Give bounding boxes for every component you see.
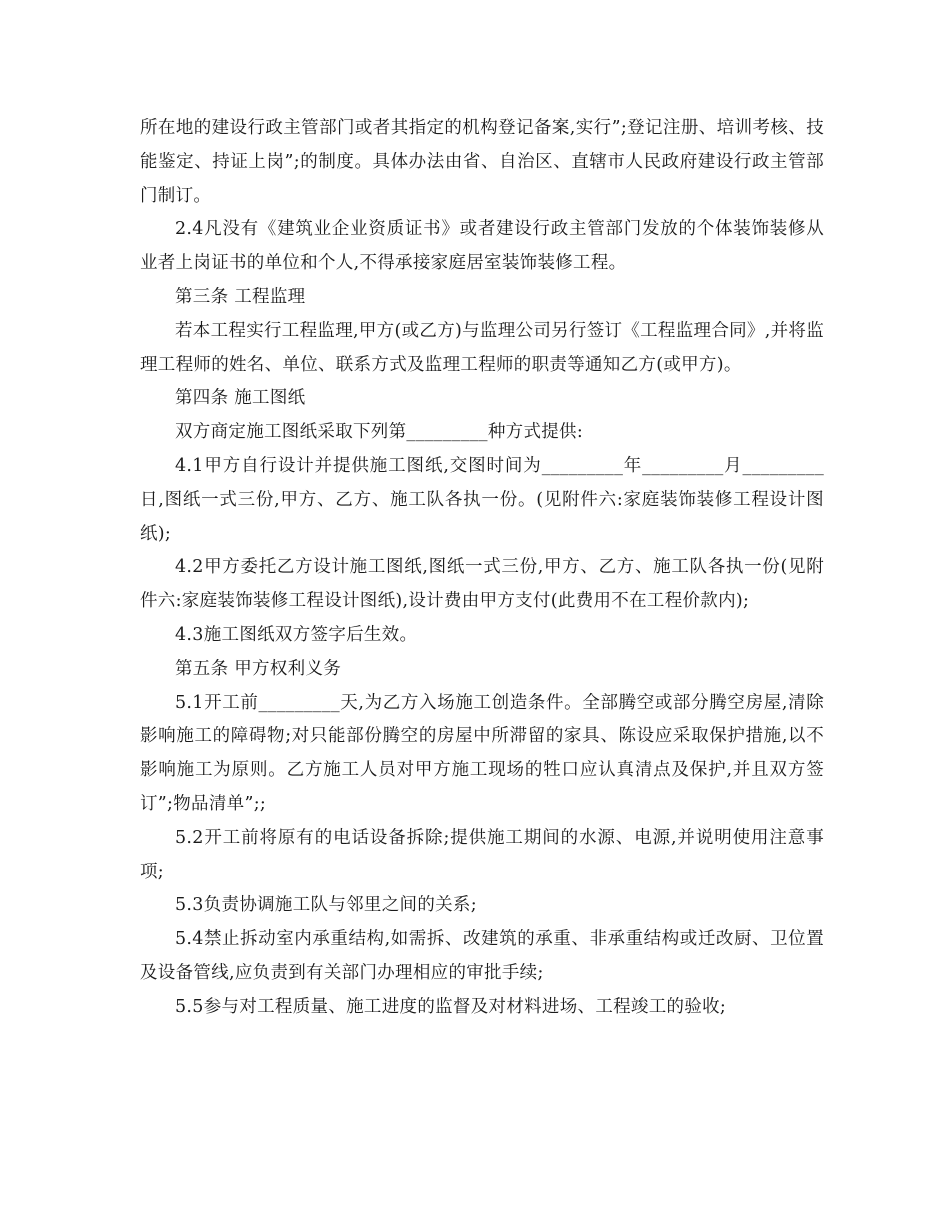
paragraph-5-1: 5.1开工前_________天,为乙方入场施工创造条件。全部腾空或部分腾空房屋,清除影响施工的障碍物;对只能部份腾空的房屋中所滞留的家具、陈设应采取保护措施,以不影响施工为原则。乙方施工人员对甲方施工现场的牲口应认真清点及保护,并且双方签订”;物品清单”;; bbox=[140, 692, 824, 814]
paragraph-4-2: 4.2甲方委托乙方设计施工图纸,图纸一式三份,甲方、乙方、施工队各执一份(见附件六:家庭装饰装修工程设计图纸),设计费由甲方支付(此费用不在工程价款内); bbox=[140, 557, 824, 612]
heading-article-4: 第四条 施工图纸 bbox=[175, 388, 306, 409]
paragraph-5-2: 5.2开工前将原有的电话设备拆除;提供施工期间的水源、电源,并说明使用注意事项; bbox=[140, 827, 824, 882]
paragraph-5-4: 5.4禁止拆动室内承重结构,如需拆、改建筑的承重、非承重结构或迁改厨、卫位置及设备管线,应负责到有关部门办理相应的审批手续; bbox=[140, 929, 824, 983]
paragraph-4-1: 4.1甲方自行设计并提供施工图纸,交图时间为_________年_________月_________日,图纸一式三份,甲方、乙方、施工队各执一份。(见附件六:家庭装饰装修工程设计图纸); bbox=[140, 455, 824, 544]
paragraph-5-5: 5.5参与对工程质量、施工进度的监督及对材料进场、工程竣工的验收; bbox=[175, 996, 727, 1017]
paragraph-drawing-method: 双方商定施工图纸采取下列第_________种方式提供: bbox=[175, 422, 584, 443]
paragraph-supervision: 若本工程实行工程监理,甲方(或乙方)与监理公司另行签订《工程监理合同》,并将监理工程师的姓名、单位、联系方式及监理工程师的职责等通知乙方(或甲方)。 bbox=[140, 320, 824, 375]
paragraph-2-4: 2.4凡没有《建筑业企业资质证书》或者建设行政主管部门发放的个体装饰装修从业者上岗证书的单位和个人,不得承接家庭居室装饰装修工程。 bbox=[140, 219, 824, 274]
paragraph-registration: 所在地的建设行政主管部门或者其指定的机构登记备案,实行”;登记注册、培训考核、技能鉴定、持证上岗”;的制度。具体办法由省、自治区、直辖市人民政府建设行政主管部门制订。 bbox=[140, 118, 824, 206]
document-body bbox=[140, 112, 824, 1025]
heading-article-3: 第三条 工程监理 bbox=[175, 286, 306, 307]
paragraph-4-3: 4.3施工图纸双方签字后生效。 bbox=[175, 624, 418, 645]
heading-article-5: 第五条 甲方权利义务 bbox=[175, 658, 342, 679]
paragraph-5-3: 5.3负责协调施工队与邻里之间的关系; bbox=[175, 895, 477, 916]
